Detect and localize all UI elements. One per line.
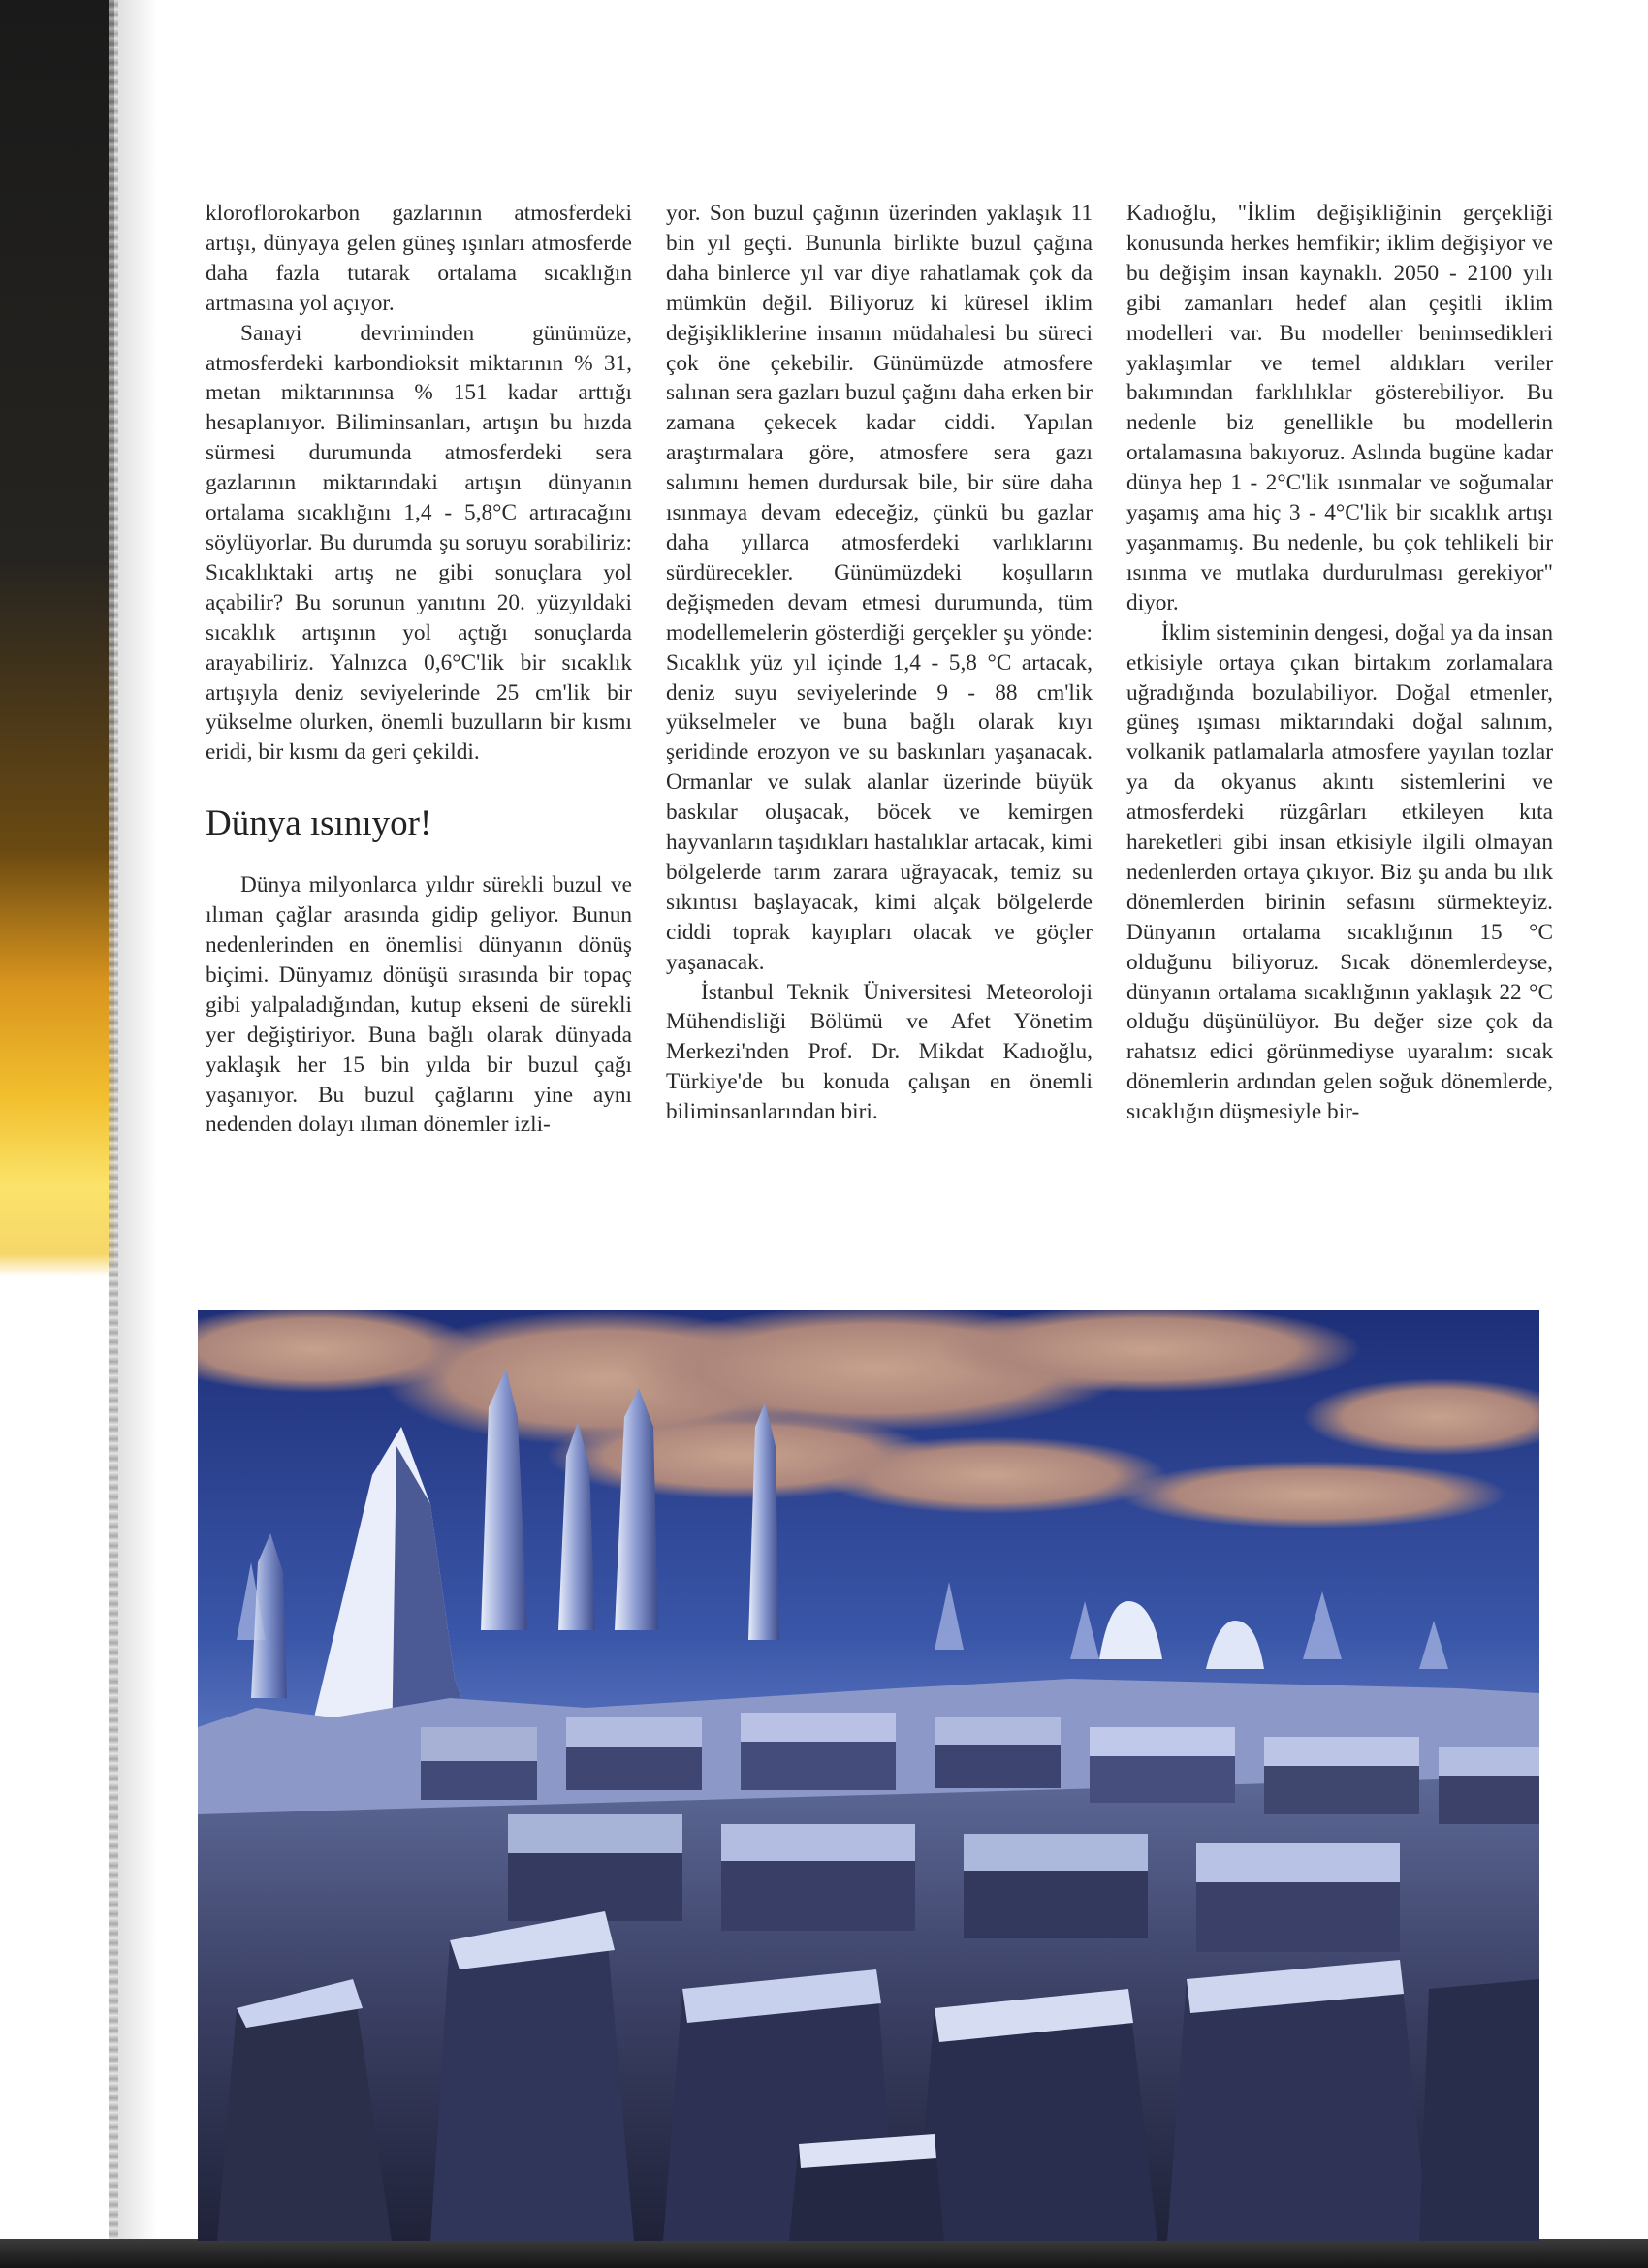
text-column-3 [1126, 199, 1553, 1127]
fantasy-ice-landscape-image [198, 1310, 1539, 2241]
section-heading: Dünya ısınıyor! [206, 803, 432, 844]
paragraph: yor. Son buzul çağının üzerinden yaklaşık 11 bin yıl geçti. Bununla birlikte buzul çağına daha binlerce yıl var diye rahatlamak çok da mümkün değil. Biliyoruz ki küresel iklim değişikliklerine insanın müdahalesi bu süreci çok öne çekebilir. Günümüzde atmosfere salınan sera gazları buzul çağını daha erken bir zamana çekecek kadar ciddi. Yapılan araştırmalara göre, atmosfere sera gazı salımını hemen durdursak bile, bir süre daha ısınmaya devam edeceğiz, çünkü bu gazlar daha yıllarca atmosferdeki varlıklarını sürdürecekler. Günümüzdeki koşulların değişmeden devam etmesi durumunda, tüm modellemelerin gösterdiği gerçekler şu yönde: Sıcaklık yüz yıl içinde 1,4 - 5,8 °C artacak, deniz suyu seviyelerinde 9 - 88 cm'lik yükselmeler ve buna bağlı olarak kıyı şeridinde erozyon ve su baskınları yaşanacak. Ormanlar ve sulak alanlar üzerinde büyük baskılar oluşacak, böcek ve kemirgen hayvanların taşıdıkları hastalıklar artacak, kimi bölgelerde tarım zarara uğrayacak, temiz su sıkıntısı başlayacak, kimi alçak bölgelerde ciddi toprak kayıpları olacak ve göçler yaşanacak. [666, 201, 1093, 975]
paragraph: İstanbul Teknik Üniversitesi Meteoroloji Mühendisliği Bölümü ve Afet Yönetim Merkezi'nden Prof. Dr. Mikdat Kadıoğlu, Türkiye'de bu konuda çalışan en önemli biliminsanlarından biri. [666, 979, 1093, 1125]
text-column-1 [206, 199, 632, 1140]
text-column-2 [666, 199, 1093, 1127]
paragraph: Dünya milyonlarca yıldır sürekli buzul ve ılıman çağlar arasında gidip geliyor. Bunun nedenlerinden en önemlisi dünyanın dönüş biçimi. Dünyamız dönüşü sırasında bir topaç gibi yalpaladığından, kutup ekseni de sürekli yer değiştiriyor. Buna bağlı olarak dünyada yaklaşık her 15 bin yılda bir buzul çağı yaşanıyor. Bu buzul çağlarını yine aynı nedenden dolayı ılıman dönemler izli- [206, 872, 632, 1138]
page-gutter-shadow [118, 0, 157, 2239]
book-spine [0, 0, 114, 2239]
paragraph: Sanayi devriminden günümüze, atmosferdeki karbondioksit miktarının % 31, metan miktarınınsa % 151 kadar arttığı hesaplanıyor. Biliminsanları, artışın bu hızda sürmesi durumunda atmosferdeki sera gazlarının miktarındaki artışın dünyanın ortalama sıcaklığını 1,4 - 5,8°C artıracağını söylüyorlar. Bu durumda şu soruyu sorabiliriz: Sıcaklıktaki artış ne gibi sonuçlara yol açabilir? Bu sorunun yanıtını 20. yüzyıldaki sıcaklık artışının yol açtığı sonuçlarda arayabiliriz. Yalnızca 0,6°C'lik bir sıcaklık artışıyla deniz seviyelerinde 25 cm'lik bir yükselme olurken, önemli buzulların bir kısmı eridi, bir kısmı da geri çekildi. [206, 320, 632, 766]
binding-edge [109, 0, 118, 2239]
paragraph: İklim sisteminin dengesi, doğal ya da insan etkisiyle ortaya çıkan birtakım zorlamalara uğradığında bozulabiliyor. Doğal etmenler, güneş ışıması miktarındaki doğal salınım, volkanik patlamalarla atmosfere yayılan tozlar ya da okyanus akıntı sistemlerini ve atmosferdeki rüzgârları etkileyen kıta hareketleri gibi insan etkisiyle ilgili olmayan nedenlerden ortaya çıkıyor. Biz şu anda bu ılık dönemlerden birinin sefasını sürmekteyiz. Dünyanın ortalama sıcaklığının 15 °C olduğunu biliyoruz. Sıcak dönemlerdeyse, dünyanın ortalama sıcaklığının yaklaşık 22 °C olduğu düşünülüyor. Bu değer size çok da rahatsız edici görünmediyse uyaralım: sıcak dönemlerin ardından gelen soğuk dönemlerde, sıcaklığın düşmesiyle bir- [1126, 619, 1553, 1125]
scan-bottom-edge [0, 2239, 1648, 2268]
landscape-illustration [198, 1310, 1539, 2241]
paragraph: Kadıoğlu, "İklim değişikliğinin gerçekliği konusunda herkes hemfikir; iklim değişiyor ve bu değişim insan kaynaklı. 2050 - 2100 yılı gibi zamanları hedef alan çeşitli iklim modelleri var. Bu modeller benimsedikleri yaklaşımlar ve temel aldıkları veriler bakımından farklılıklar gösterebiliyor. Bu nedenle biz genellikle bu modellerin ortalamasına bakıyoruz. Aslında bugüne kadar dünya hep 1 - 2°C'lik ısınmalar ve soğumalar yaşamış ama hiç 3 - 4°C'lik bir sıcaklık artışı yaşanmamış. Bu nedenle, bu çok tehlikeli bir ısınma ve mutlaka durdurulması gerekiyor" diyor. [1126, 201, 1553, 615]
paragraph: kloroflorokarbon gazlarının atmosferdeki artışı, dünyaya gelen güneş ışınları atmosferde daha fazla tutarak ortalama sıcaklığın artmasına yol açıyor. [206, 201, 632, 316]
